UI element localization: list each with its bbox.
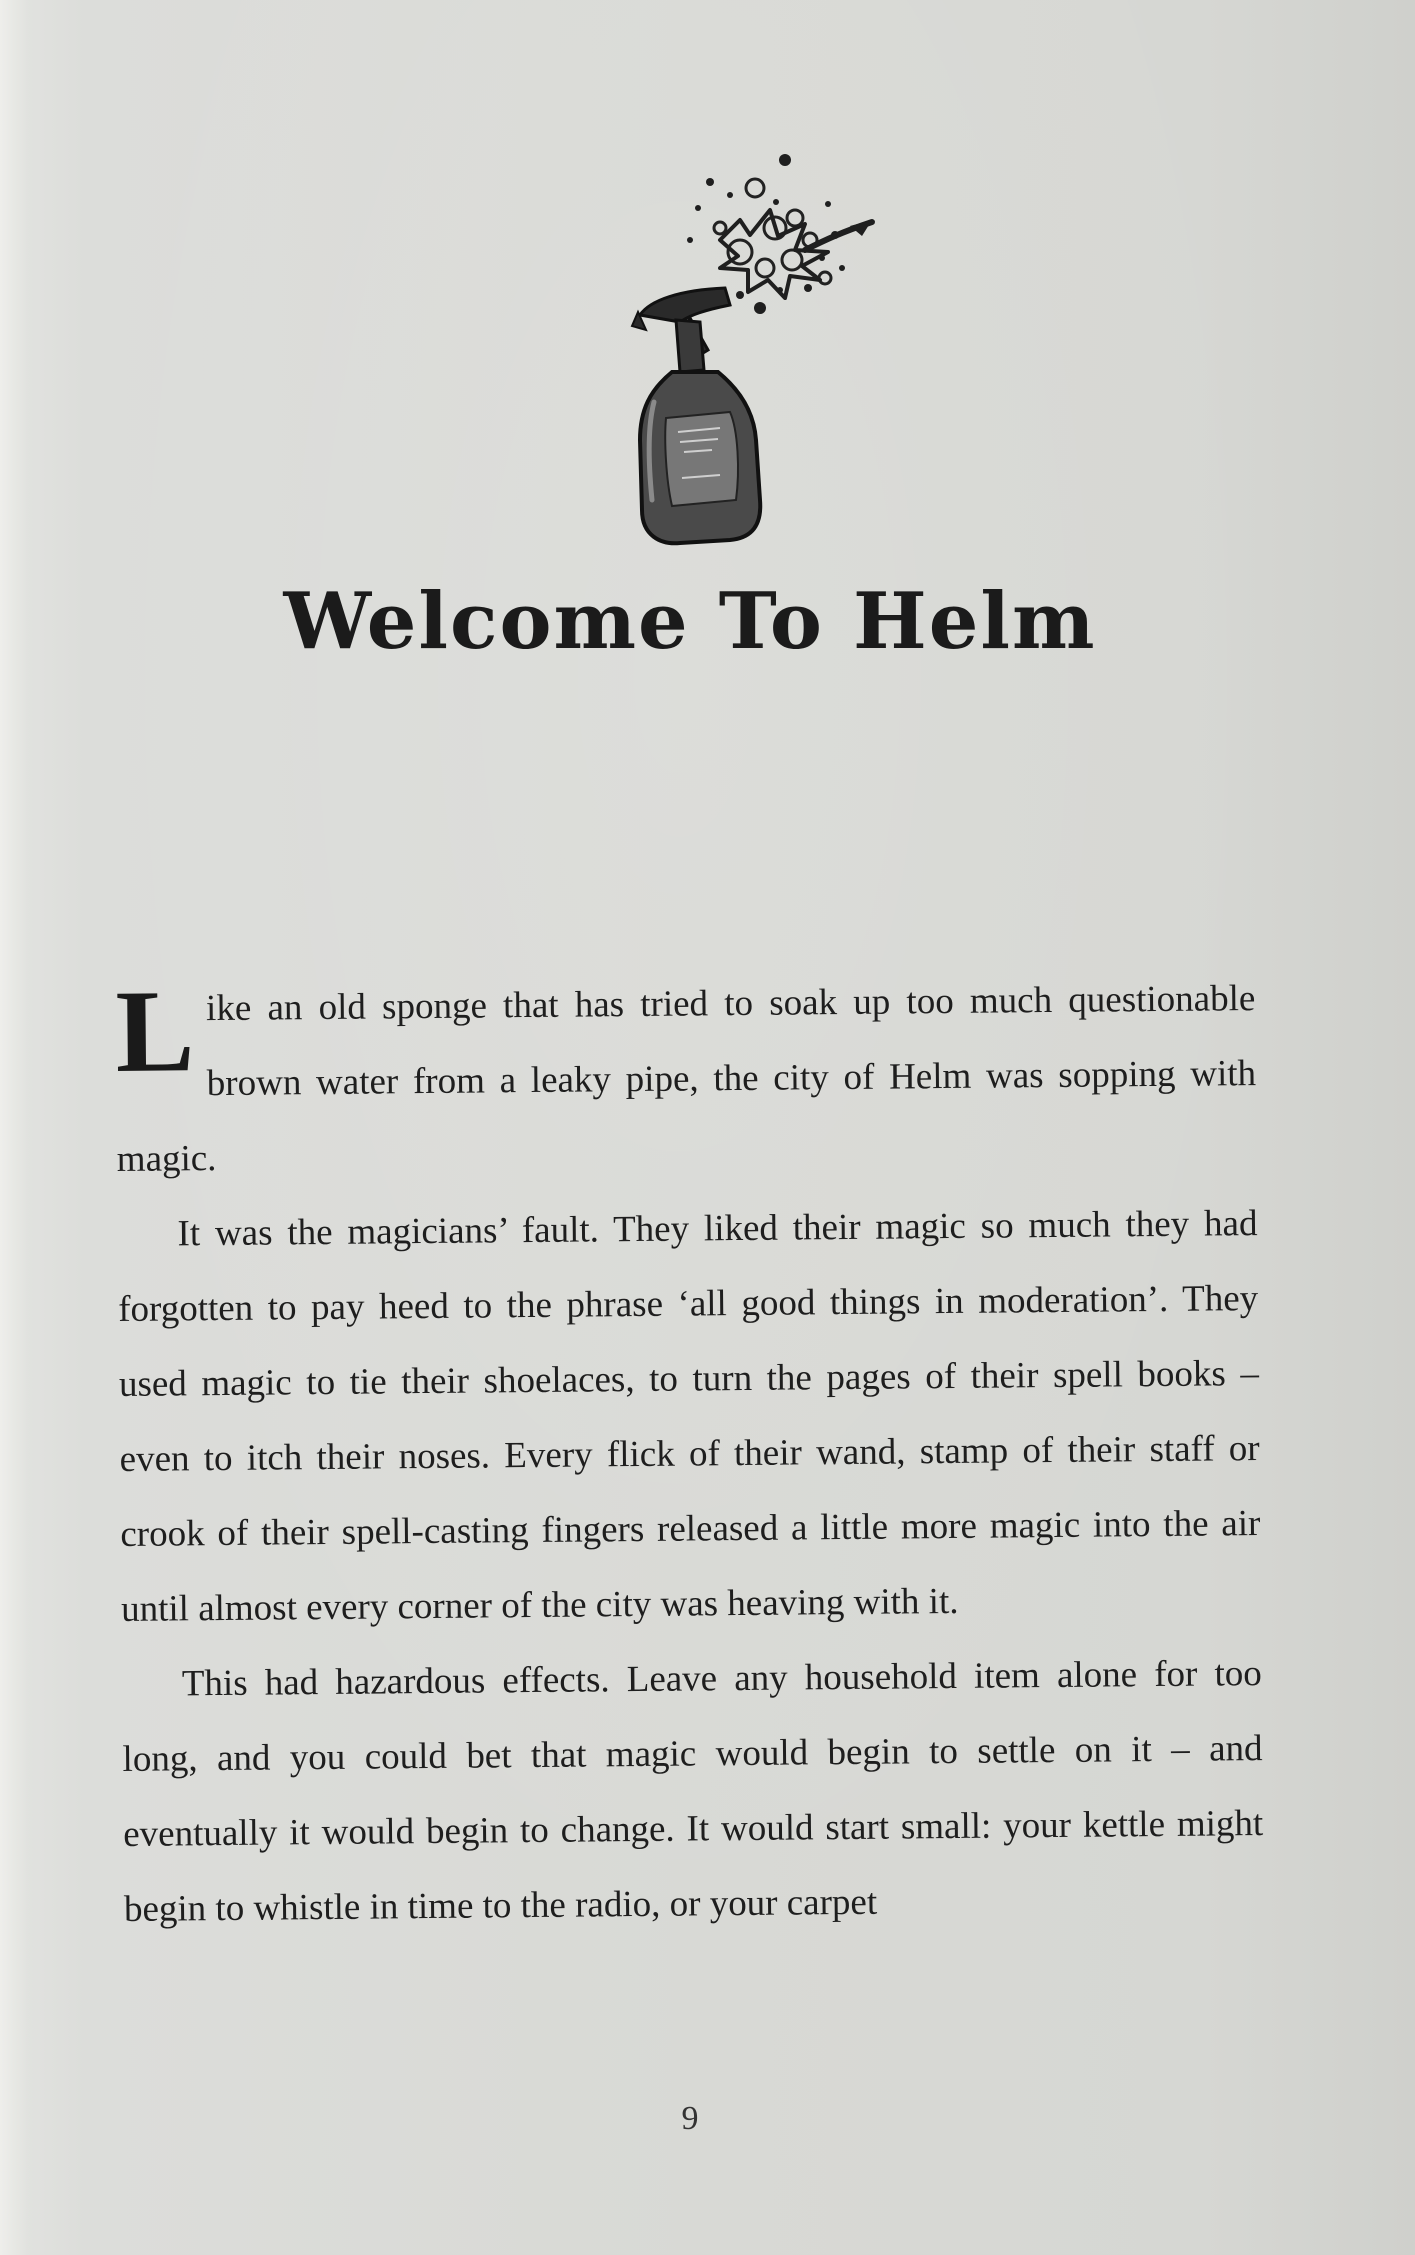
paragraph-1-text: ike an old sponge that has tried to soak up too much questionable brown water from a leaky pipe, the city of Helm was sopping with magic.: [116, 978, 1257, 1180]
chapter-body: [115, 961, 1264, 1947]
paragraph-2: It was the magicians’ fault. They liked their magic so much they had forgotten to pay heed to the phrase ‘all good things in moderation’. They used magic to tie their shoelaces, to turn the pages of their spell books – even to itch their noses. Every flick of their wand, stamp of their staff or crook of their spell-casting fingers released a little more magic into the air until almost every corner of the city was heaving with it.: [118, 1203, 1261, 1630]
paragraph-3: This had hazardous effects. Leave any household item alone for too long, and you could bet that magic would begin to settle on it – and eventually it would begin to change. It would start small: your kettle might begin to whistle in time to the radio, or your carpet: [122, 1653, 1264, 1930]
paragraph-1: [115, 961, 1257, 1197]
drop-cap: L: [114, 965, 195, 1097]
page-gutter-edge: [0, 0, 28, 2255]
page-number: 9: [681, 2100, 699, 2137]
spray-bottle-with-magic-sparkles-icon: [580, 140, 880, 550]
chapter-title: Welcome To Helm: [283, 576, 1097, 667]
